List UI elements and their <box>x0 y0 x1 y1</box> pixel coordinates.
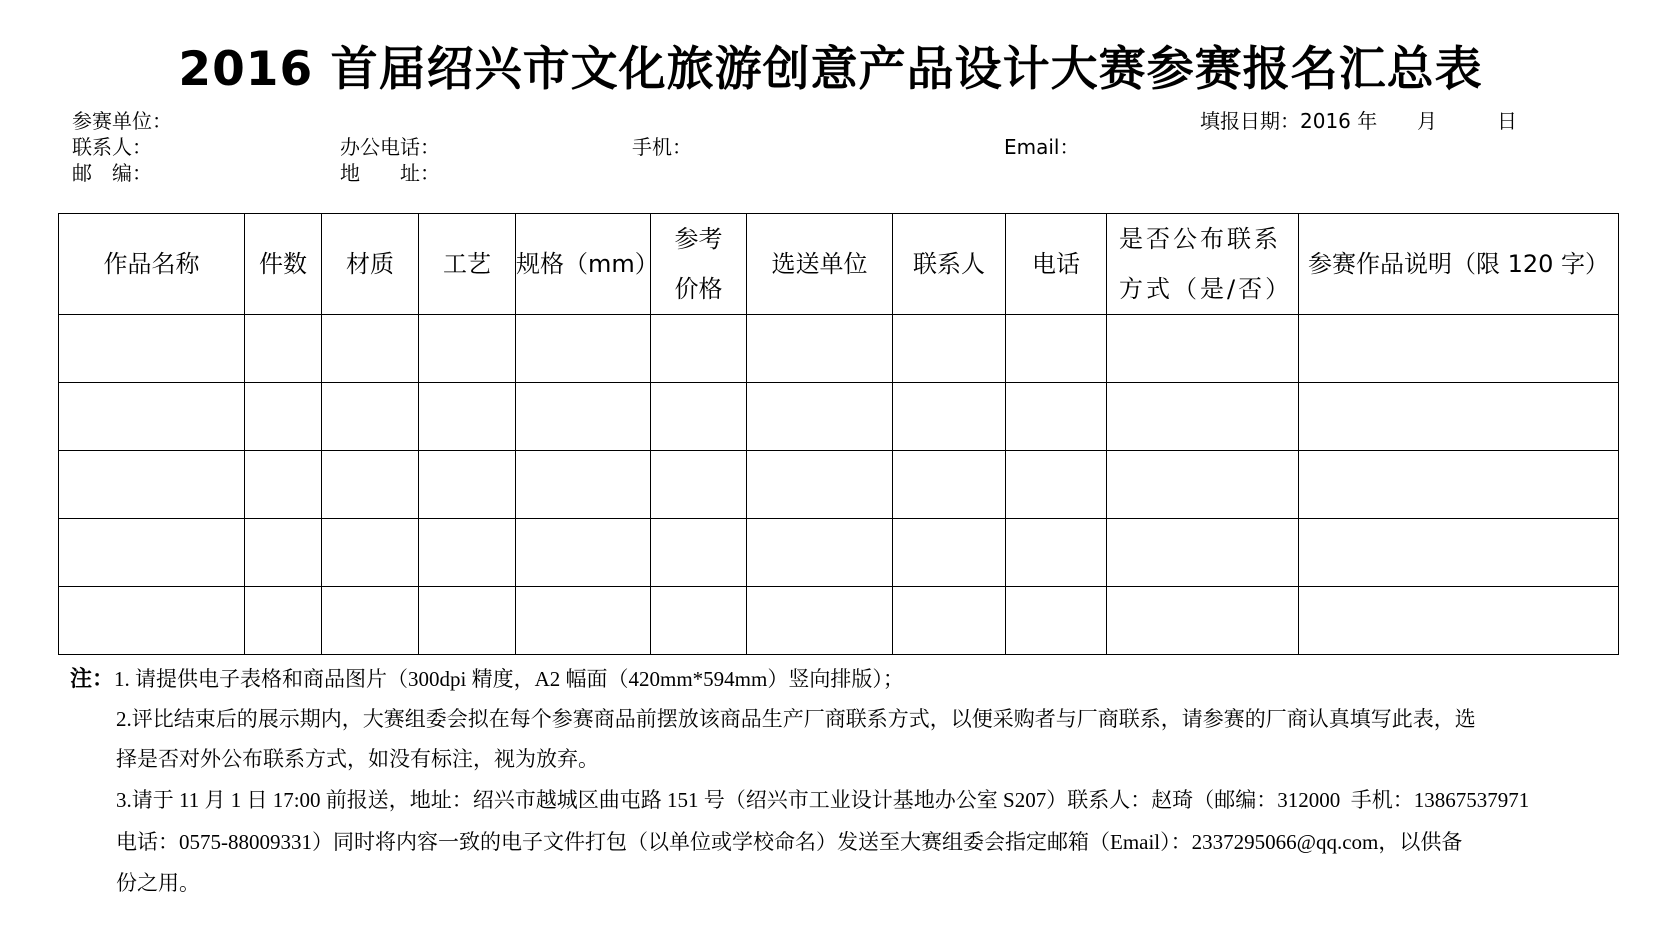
cell-publish[interactable] <box>1107 587 1299 655</box>
cell-price[interactable] <box>651 519 747 587</box>
cell-price[interactable] <box>651 451 747 519</box>
cell-name[interactable] <box>59 315 245 383</box>
cell-publish[interactable] <box>1107 383 1299 451</box>
cell-count[interactable] <box>245 587 322 655</box>
header-publish <box>1107 214 1299 315</box>
table-row <box>59 587 1619 655</box>
note-1-text: 1. 请提供电子表格和商品图片（300dpi 精度，A2 幅面（420mm*594mm）竖向排版）； <box>114 667 904 691</box>
registration-table <box>58 213 1619 655</box>
header-price-line1: 参考 <box>674 225 723 253</box>
cell-count[interactable] <box>245 451 322 519</box>
cell-phone[interactable] <box>1006 383 1107 451</box>
header-craft: 工艺 <box>419 214 516 315</box>
cell-spec[interactable] <box>516 315 651 383</box>
cell-phone[interactable] <box>1006 315 1107 383</box>
note-2b: 择是否对外公布联系方式，如没有标注，视为放弃。 <box>116 747 599 771</box>
cell-name[interactable] <box>59 519 245 587</box>
cell-contact[interactable] <box>893 315 1006 383</box>
cell-desc[interactable] <box>1299 451 1619 519</box>
cell-count[interactable] <box>245 519 322 587</box>
page-title: 2016 首届绍兴市文化旅游创意产品设计大赛参赛报名汇总表 <box>178 42 1483 97</box>
cell-publish[interactable] <box>1107 451 1299 519</box>
table-row <box>59 451 1619 519</box>
cell-publish[interactable] <box>1107 315 1299 383</box>
header-phone: 电话 <box>1006 214 1107 315</box>
cell-unit[interactable] <box>747 451 893 519</box>
cell-name[interactable] <box>59 587 245 655</box>
cell-contact[interactable] <box>893 519 1006 587</box>
cell-desc[interactable] <box>1299 587 1619 655</box>
header-count: 件数 <box>245 214 322 315</box>
table-row <box>59 315 1619 383</box>
header-spec: 规格（mm） <box>516 214 651 315</box>
header-material: 材质 <box>322 214 419 315</box>
address-label: 地 址： <box>340 161 440 185</box>
cell-craft[interactable] <box>419 315 516 383</box>
table-header-row <box>59 214 1619 315</box>
cell-spec[interactable] <box>516 451 651 519</box>
cell-craft[interactable] <box>419 587 516 655</box>
cell-phone[interactable] <box>1006 587 1107 655</box>
cell-material[interactable] <box>322 451 419 519</box>
cell-spec[interactable] <box>516 519 651 587</box>
cell-craft[interactable] <box>419 451 516 519</box>
note-1 <box>70 664 904 695</box>
cell-contact[interactable] <box>893 587 1006 655</box>
cell-material[interactable] <box>322 383 419 451</box>
month-label: 月 <box>1417 109 1437 133</box>
cell-spec[interactable] <box>516 383 651 451</box>
cell-desc[interactable] <box>1299 315 1619 383</box>
cell-name[interactable] <box>59 383 245 451</box>
cell-price[interactable] <box>651 315 747 383</box>
cell-name[interactable] <box>59 451 245 519</box>
table-row <box>59 519 1619 587</box>
unit-label: 参赛单位： <box>72 109 172 133</box>
cell-desc[interactable] <box>1299 383 1619 451</box>
cell-price[interactable] <box>651 587 747 655</box>
cell-unit[interactable] <box>747 383 893 451</box>
cell-material[interactable] <box>322 315 419 383</box>
cell-craft[interactable] <box>419 519 516 587</box>
cell-material[interactable] <box>322 519 419 587</box>
postcode-label: 邮 编： <box>72 161 152 185</box>
cell-craft[interactable] <box>419 383 516 451</box>
header-price <box>651 214 747 315</box>
cell-unit[interactable] <box>747 587 893 655</box>
cell-unit[interactable] <box>747 519 893 587</box>
day-label: 日 <box>1497 109 1517 133</box>
cell-phone[interactable] <box>1006 451 1107 519</box>
cell-phone[interactable] <box>1006 519 1107 587</box>
notes-label: 注： <box>70 667 115 692</box>
cell-unit[interactable] <box>747 315 893 383</box>
contact-label: 联系人： <box>72 135 152 159</box>
note-2a: 2.评比结束后的展示期内，大赛组委会拟在每个参赛商品前摆放该商品生产厂商联系方式，以便采购者与厂商联系，请参赛的厂商认真填写此表，选 <box>116 707 1476 731</box>
header-name: 作品名称 <box>59 214 245 315</box>
cell-contact[interactable] <box>893 383 1006 451</box>
note-3c: 份之用。 <box>116 871 200 895</box>
table-row <box>59 383 1619 451</box>
note-3b: 电话：0575-88009331）同时将内容一致的电子文件打包（以单位或学校命名）发送至大赛组委会指定邮箱（Email）：2337295066@qq.com，以供备 <box>116 830 1463 854</box>
cell-contact[interactable] <box>893 451 1006 519</box>
note-3a: 3.请于 11 月 1 日 17:00 前报送，地址：绍兴市越城区曲屯路 151 号（绍兴市工业设计基地办公室 S207）联系人：赵琦（邮编：312000 手机：13867537971 <box>116 788 1530 812</box>
header-price-line2: 价格 <box>674 275 723 303</box>
email-label: Email： <box>1004 135 1080 159</box>
date-label: 填报日期：2016 年 <box>1200 109 1378 133</box>
cell-spec[interactable] <box>516 587 651 655</box>
header-unit: 选送单位 <box>747 214 893 315</box>
cell-count[interactable] <box>245 315 322 383</box>
header-publish-line2: 方式（是/否） <box>1119 275 1293 303</box>
header-publish-line1: 是否公布联系 <box>1119 225 1281 253</box>
header-contact: 联系人 <box>893 214 1006 315</box>
cell-desc[interactable] <box>1299 519 1619 587</box>
mobile-label: 手机： <box>632 135 692 159</box>
cell-publish[interactable] <box>1107 519 1299 587</box>
cell-count[interactable] <box>245 383 322 451</box>
header-desc: 参赛作品说明（限 120 字） <box>1299 214 1619 315</box>
office-phone-label: 办公电话： <box>340 135 440 159</box>
cell-price[interactable] <box>651 383 747 451</box>
cell-material[interactable] <box>322 587 419 655</box>
